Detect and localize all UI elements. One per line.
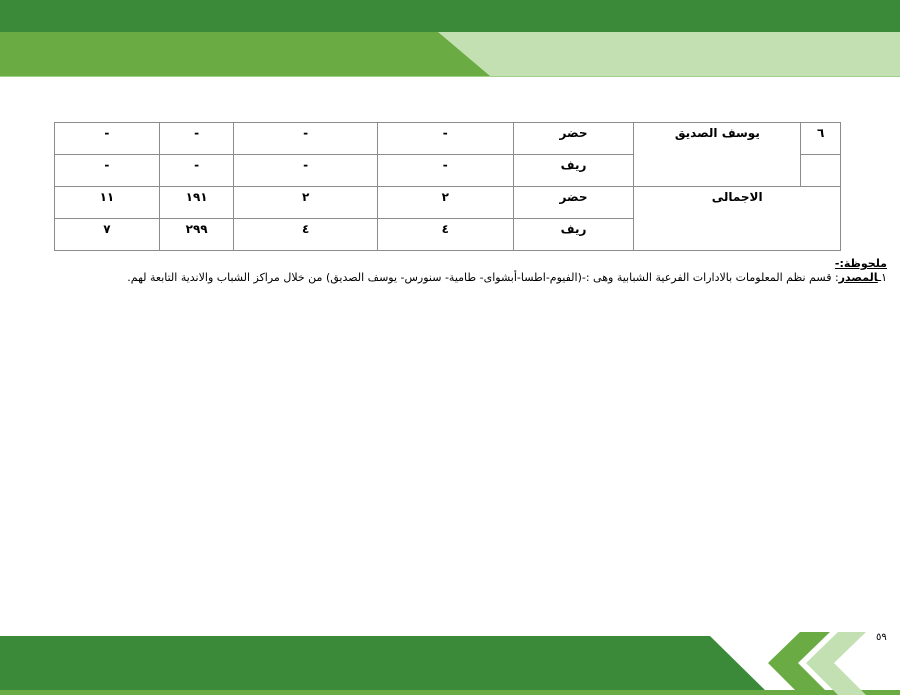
notes-title: ملحوظة:- (834, 257, 887, 270)
notes-section (30, 257, 887, 285)
table-cell: - (234, 155, 377, 187)
area-type-cell: حضر (513, 123, 634, 155)
table-row (55, 187, 841, 219)
table-cell: - (159, 155, 234, 187)
page-number: ٥٩ (876, 632, 887, 643)
table-cell: - (234, 123, 377, 155)
total-label-cell: الاجمالى (634, 187, 841, 251)
table-cell: - (55, 155, 160, 187)
row-number-cell: ٦ (801, 123, 841, 155)
header-band-dark (0, 0, 900, 32)
source-label: المصدر (838, 271, 878, 284)
empty-cell (801, 155, 841, 187)
table-cell: ١١ (55, 187, 160, 219)
table-cell: ٤ (377, 219, 513, 251)
area-type-cell: ريف (513, 219, 634, 251)
table-cell: ٧ (55, 219, 160, 251)
area-type-cell: حضر (513, 187, 634, 219)
table-row (55, 123, 841, 155)
note-item-number: ١ـ (877, 271, 887, 284)
table-cell: - (159, 123, 234, 155)
table-cell: ٢٩٩ (159, 219, 234, 251)
table-cell: - (55, 123, 160, 155)
footer-band-dark (0, 636, 900, 695)
header-divider (0, 76, 900, 77)
table-cell: ٢ (234, 187, 377, 219)
table-cell: - (377, 155, 513, 187)
table-cell: - (377, 123, 513, 155)
source-text: : قسم نظم المعلومات بالادارات الفرعية الشبابية وهى :-(الفيوم-اطسا-أبشواى- طامية- سنورس- يوسف الصديق) من خلال مراكز الشباب والاندية التابعة لهم. (127, 271, 839, 284)
header-band-mid (0, 32, 490, 76)
statistics-table (54, 122, 841, 251)
source-note (30, 271, 887, 285)
table-cell: ٤ (234, 219, 377, 251)
center-name-cell: يوسف الصديق (634, 123, 801, 187)
table-cell: ١٩١ (159, 187, 234, 219)
footer-band-light (0, 690, 900, 695)
area-type-cell: ريف (513, 155, 634, 187)
table-cell: ٢ (377, 187, 513, 219)
